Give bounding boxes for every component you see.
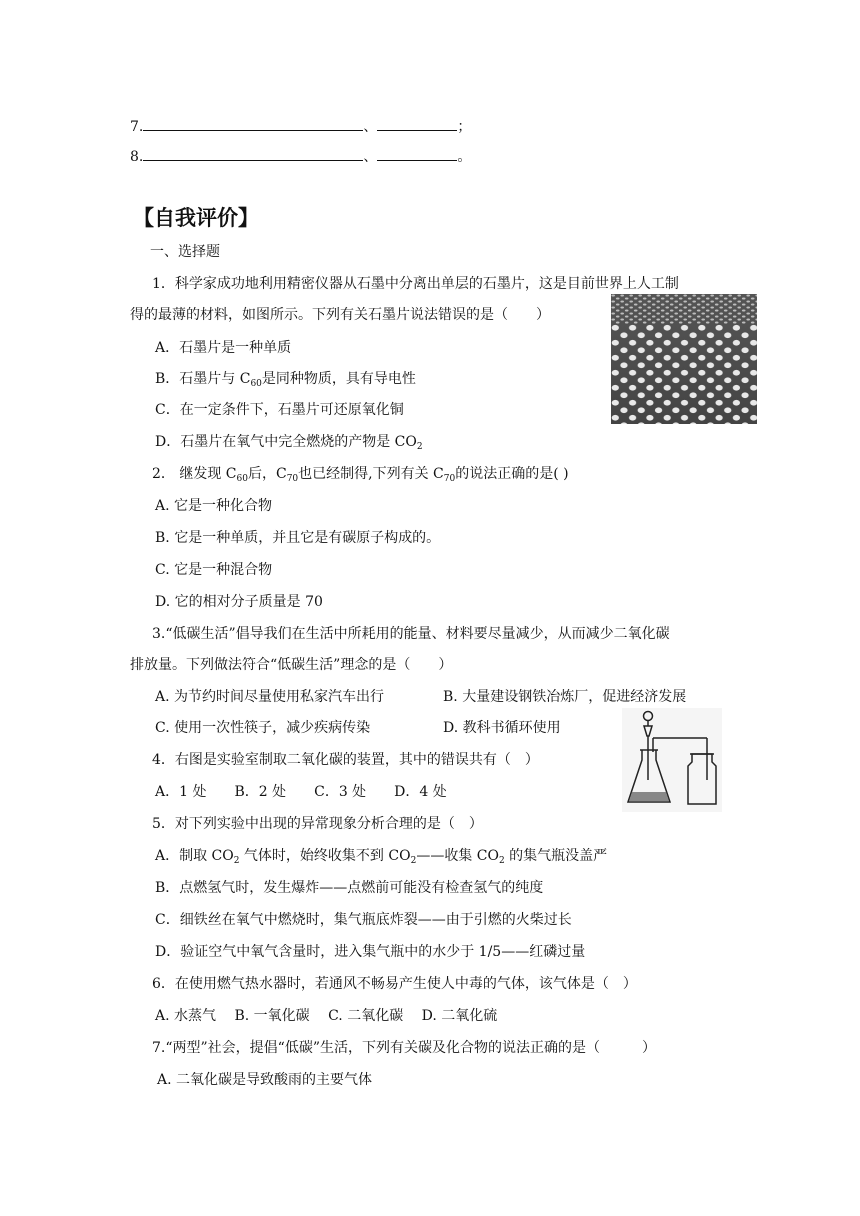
answer-blank[interactable] (377, 146, 457, 161)
section-heading: 【自我评价】 (133, 206, 259, 230)
option-a: A．制取 $CO_2$ 气体时，始终收集不到 $CO_2——$收集 $CO_2$ 的集气瓶没盖严 (155, 848, 608, 866)
separator: 、 (363, 119, 378, 135)
option-a: A. 它是一种化合物 (155, 498, 273, 514)
section-title: 一、选择题 (150, 244, 220, 260)
option-c: C. 使用一次性筷子，减少疾病传染 (155, 720, 371, 736)
answer-blank[interactable] (377, 116, 457, 131)
question-6-stem: 6．在使用燃气热水器时，若通风不畅易产生使人中毒的气体，该气体是（ ） (152, 976, 637, 992)
option-d: D．石墨片在氧气中完全燃烧的产物是 $CO_2$ (155, 434, 423, 452)
co2-apparatus-image (622, 708, 722, 812)
question-2-stem: 2． 继发现 $C_{60}$后，$C_{70}$也已经制得,下列有关 $C_{70}$的说法正确的是( ) (152, 466, 569, 484)
option-b: B. 大量建设钢铁冶炼厂，促进经济发展 (443, 689, 687, 705)
blank-line-8 (130, 146, 471, 167)
option-d: D．验证空气中氧气含量时，进入集气瓶中的水少于 1/5——红磷过量 (155, 944, 586, 960)
option-d: D. 它的相对分子质量是 70 (155, 594, 323, 610)
graphene-image (611, 294, 757, 424)
line-end: ； (457, 119, 472, 135)
option-b: B．石墨片与 $C_{60}$是同种物质，具有导电性 (155, 371, 416, 389)
question-3-stem: 3.“低碳生活”倡导我们在生活中所耗用的能量、材料要尽量减少，从而减少二氧化碳 (152, 626, 670, 642)
blank-number: 7. (130, 119, 144, 135)
options: A. 水蒸气 B. 一氧化碳 C. 二氧化碳 D. 二氧化硫 (155, 1008, 498, 1024)
options: A．1 处 B．2 处 C．3 处 D．4 处 (155, 784, 447, 800)
option-a: A. 为节约时间尽量使用私家汽车出行 (155, 689, 385, 705)
option-a: A．石墨片是一种单质 (155, 340, 292, 356)
answer-blank[interactable] (143, 116, 363, 131)
question-7-stem: 7.“两型”社会，提倡“低碳”生活，下列有关碳及化合物的说法正确的是（ ） (152, 1040, 656, 1056)
question-1-stem-cont: 得的最薄的材料，如图所示。下列有关石墨片说法错误的是（ ） (130, 307, 550, 323)
question-1-stem: 1．科学家成功地利用精密仪器从石墨中分离出单层的石墨片，这是目前世界上人工制 (152, 276, 679, 292)
option-c: C. 它是一种混合物 (155, 562, 273, 578)
question-3-stem-cont: 排放量。下列做法符合“低碳生活”理念的是（ ） (130, 657, 453, 673)
option-c: C．细铁丝在氧气中燃烧时，集气瓶底炸裂——由于引燃的火柴过长 (155, 912, 572, 928)
option-b: B. 它是一种单质，并且它是有碳原子构成的。 (155, 530, 441, 546)
question-5-stem: 5．对下列实验中出现的异常现象分析合理的是（ ） (152, 816, 483, 832)
separator: 、 (363, 149, 378, 165)
blank-number: 8. (130, 149, 144, 165)
option-b: B．点燃氢气时，发生爆炸——点燃前可能没有检查氢气的纯度 (155, 880, 544, 896)
line-end: 。 (457, 149, 472, 165)
answer-blank[interactable] (143, 146, 363, 161)
question-4-stem: 4．右图是实验室制取二氧化碳的装置，其中的错误共有（ ） (152, 752, 539, 768)
option-c: C．在一定条件下，石墨片可还原氧化铜 (155, 402, 404, 418)
blank-line-7 (130, 116, 471, 137)
option-a: A. 二氧化碳是导致酸雨的主要气体 (157, 1072, 373, 1088)
option-d: D. 教科书循环使用 (443, 720, 561, 736)
